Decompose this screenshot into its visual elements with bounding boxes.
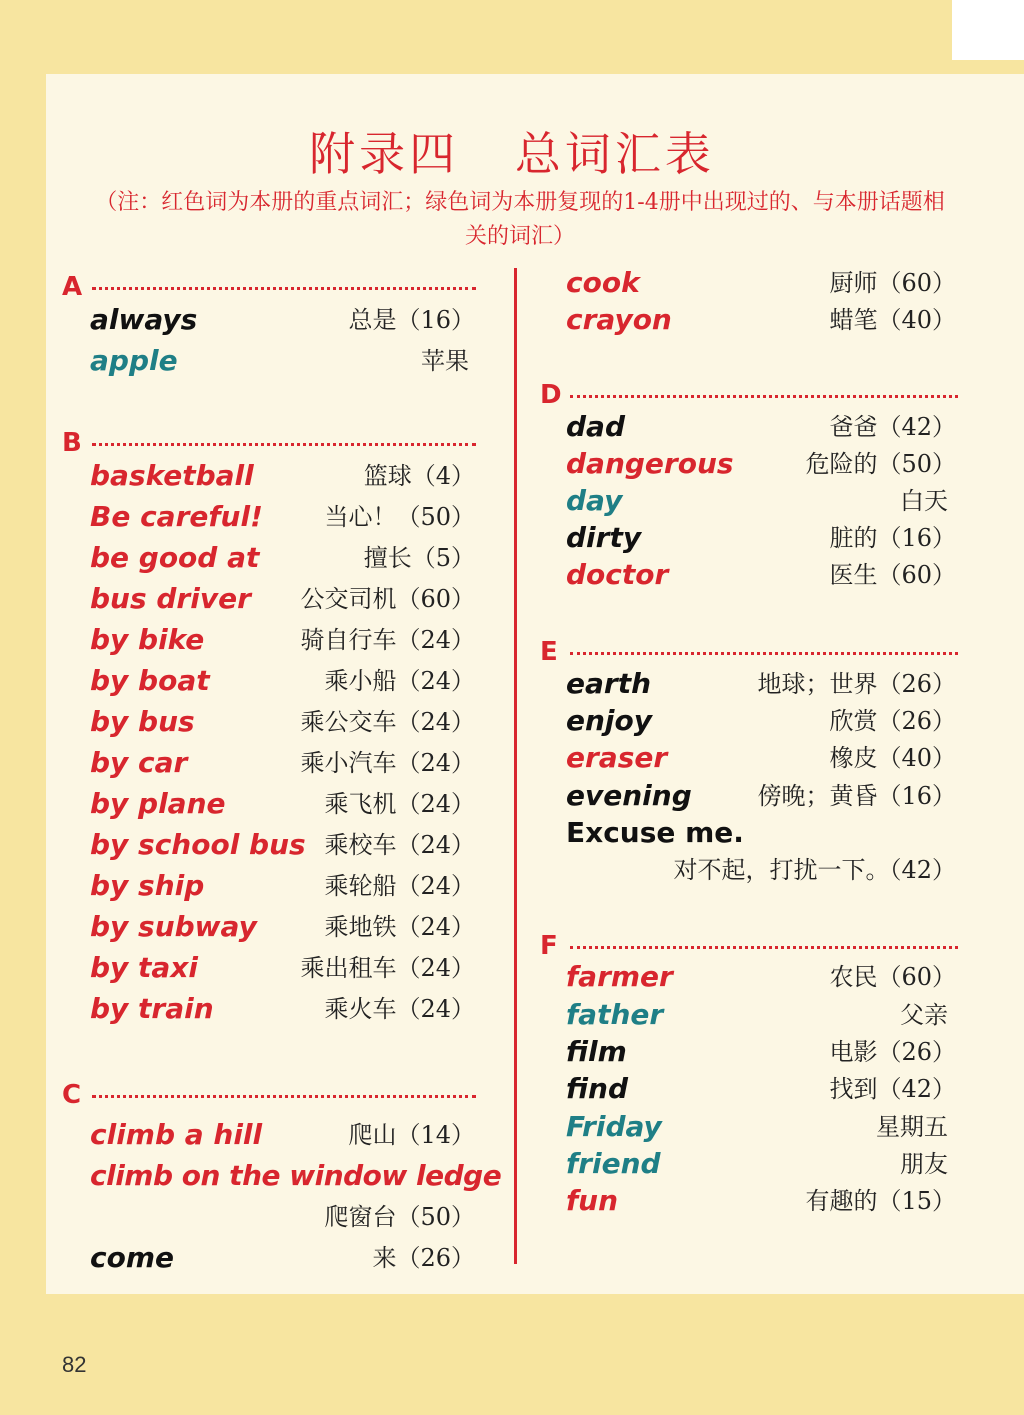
vocab-meaning: 乘校车（24） bbox=[324, 831, 475, 859]
section-letter-b: B bbox=[62, 428, 82, 458]
section-rule-c bbox=[92, 1095, 476, 1098]
list-item-continuation bbox=[566, 850, 956, 890]
list-item bbox=[90, 907, 475, 947]
vocab-meaning: 欣赏（26） bbox=[829, 707, 956, 735]
vocab-meaning: 医生（60） bbox=[829, 561, 956, 589]
vocab-meaning: 白天 bbox=[900, 487, 948, 515]
list-item bbox=[566, 1107, 956, 1147]
list-item bbox=[90, 989, 475, 1029]
list-item bbox=[90, 456, 475, 496]
vocab-meaning: 父亲 bbox=[900, 1001, 948, 1029]
vocab-meaning: 苹果 bbox=[421, 347, 469, 375]
vocab-meaning: 地球；世界（26） bbox=[757, 670, 956, 698]
vocab-word: friend bbox=[566, 1147, 661, 1180]
list-item bbox=[90, 579, 475, 619]
column-divider bbox=[514, 268, 517, 1264]
list-item bbox=[566, 300, 956, 340]
vocab-word: always bbox=[90, 303, 198, 336]
list-item bbox=[566, 957, 956, 997]
section-rule-f bbox=[570, 946, 958, 949]
vocab-word: by train bbox=[90, 992, 214, 1025]
list-item bbox=[566, 263, 956, 303]
vocab-meaning: 来（26） bbox=[372, 1244, 475, 1272]
list-item bbox=[90, 1156, 502, 1196]
list-item bbox=[90, 620, 475, 660]
list-item bbox=[566, 1069, 956, 1109]
vocab-meaning: 蜡笔（40） bbox=[829, 306, 956, 334]
vocab-word: by ship bbox=[90, 869, 205, 902]
vocab-word: apple bbox=[90, 344, 178, 377]
list-item bbox=[90, 743, 475, 783]
vocab-word: enjoy bbox=[566, 704, 653, 737]
vocab-word: climb on the window ledge bbox=[90, 1159, 502, 1192]
vocab-word: farmer bbox=[566, 960, 673, 993]
vocab-meaning: 爬山（14） bbox=[348, 1121, 475, 1149]
list-item bbox=[566, 1144, 956, 1184]
section-rule-e bbox=[570, 652, 958, 655]
section-letter-c: C bbox=[62, 1080, 82, 1110]
vocab-meaning: 农民（60） bbox=[829, 963, 956, 991]
list-item bbox=[566, 738, 956, 778]
page-title: 附录四 总词汇表 bbox=[309, 127, 715, 181]
list-item bbox=[90, 825, 475, 865]
vocab-meaning: 爬窗台（50） bbox=[324, 1203, 475, 1231]
vocab-word: day bbox=[566, 484, 623, 517]
page-number: 82 bbox=[62, 1352, 87, 1377]
list-item bbox=[90, 661, 475, 701]
vocab-meaning: 橡皮（40） bbox=[829, 744, 956, 772]
vocab-meaning: 乘轮船（24） bbox=[324, 872, 475, 900]
list-item bbox=[90, 341, 475, 381]
vocab-meaning: 乘公交车（24） bbox=[300, 708, 475, 736]
vocab-word: be good at bbox=[90, 541, 260, 574]
vocab-word: earth bbox=[566, 667, 652, 700]
vocab-meaning: 有趣的（15） bbox=[805, 1187, 956, 1215]
section-letter-e: E bbox=[540, 637, 558, 667]
section-letter-f: F bbox=[540, 931, 558, 961]
vocab-word: film bbox=[566, 1035, 627, 1068]
list-item bbox=[566, 813, 956, 853]
vocab-meaning: 星期五 bbox=[876, 1113, 948, 1141]
vocab-meaning: 乘飞机（24） bbox=[324, 790, 475, 818]
color-legend-note: （注：红色词为本册的重点词汇；绿色词为本册复现的1-4册中出现过的、与本册话题相关的词汇） bbox=[95, 190, 945, 249]
list-item bbox=[90, 538, 475, 578]
vocab-meaning: 脏的（16） bbox=[829, 524, 956, 552]
vocab-meaning: 找到（42） bbox=[829, 1075, 956, 1103]
list-item bbox=[566, 776, 956, 816]
vocab-meaning: 公交司机（60） bbox=[300, 585, 475, 613]
list-item bbox=[566, 701, 956, 741]
vocab-word: by boat bbox=[90, 664, 210, 697]
vocab-word: cook bbox=[566, 266, 640, 299]
section-letter-d: D bbox=[540, 380, 562, 410]
list-item bbox=[566, 555, 956, 595]
vocab-word: dad bbox=[566, 410, 625, 443]
vocab-meaning: 爸爸（42） bbox=[829, 413, 956, 441]
vocab-word: bus driver bbox=[90, 582, 251, 615]
vocab-meaning: 篮球（4） bbox=[363, 462, 475, 490]
vocab-meaning: 傍晚；黄昏（16） bbox=[757, 782, 956, 810]
vocab-meaning: 厨师（60） bbox=[829, 269, 956, 297]
vocab-word: by plane bbox=[90, 787, 226, 820]
list-item bbox=[90, 866, 475, 906]
page-corner bbox=[952, 0, 1024, 60]
vocab-meaning: 乘小汽车（24） bbox=[300, 749, 475, 777]
vocab-word: doctor bbox=[566, 558, 669, 591]
section-rule-d bbox=[570, 395, 958, 398]
vocab-meaning: 对不起，打扰一下。（42） bbox=[673, 856, 956, 884]
list-item bbox=[90, 702, 475, 742]
vocab-meaning: 乘火车（24） bbox=[324, 995, 475, 1023]
list-item-continuation bbox=[90, 1197, 475, 1237]
list-item bbox=[90, 1238, 475, 1278]
vocab-word: climb a hill bbox=[90, 1118, 263, 1151]
vocab-word: by subway bbox=[90, 910, 257, 943]
vocab-meaning: 乘出租车（24） bbox=[300, 954, 475, 982]
list-item bbox=[90, 497, 475, 537]
vocab-word: dirty bbox=[566, 521, 642, 554]
list-item bbox=[90, 784, 475, 824]
list-item bbox=[90, 1115, 475, 1155]
section-rule-a bbox=[92, 287, 476, 290]
vocab-word: fun bbox=[566, 1184, 619, 1217]
vocab-meaning: 乘地铁（24） bbox=[324, 913, 475, 941]
list-item bbox=[566, 664, 956, 704]
vocab-word: by bike bbox=[90, 623, 205, 656]
vocab-word: Be careful! bbox=[90, 500, 263, 533]
vocab-meaning: 当心！（50） bbox=[324, 503, 475, 531]
vocab-word: by school bus bbox=[90, 828, 306, 861]
vocab-word: crayon bbox=[566, 303, 672, 336]
vocab-word: Excuse me. bbox=[566, 816, 744, 849]
vocab-meaning: 总是（16） bbox=[348, 306, 475, 334]
vocab-word: dangerous bbox=[566, 447, 734, 480]
list-item bbox=[566, 995, 956, 1035]
list-item bbox=[566, 518, 956, 558]
vocab-word: Friday bbox=[566, 1110, 662, 1143]
vocab-meaning: 擅长（5） bbox=[363, 544, 475, 572]
section-letter-a: A bbox=[62, 272, 83, 302]
list-item bbox=[566, 1032, 956, 1072]
list-item bbox=[566, 481, 956, 521]
vocab-meaning: 危险的（50） bbox=[805, 450, 956, 478]
list-item bbox=[566, 444, 956, 484]
vocab-word: by taxi bbox=[90, 951, 198, 984]
vocab-word: come bbox=[90, 1241, 174, 1274]
vocab-word: eraser bbox=[566, 741, 668, 774]
list-item bbox=[90, 948, 475, 988]
vocab-meaning: 骑自行车（24） bbox=[300, 626, 475, 654]
vocab-word: by bus bbox=[90, 705, 195, 738]
list-item bbox=[90, 300, 475, 340]
vocab-meaning: 乘小船（24） bbox=[324, 667, 475, 695]
list-item bbox=[566, 1181, 956, 1221]
vocab-word: basketball bbox=[90, 459, 254, 492]
vocab-word: evening bbox=[566, 779, 692, 812]
list-item bbox=[566, 407, 956, 447]
vocab-meaning: 电影（26） bbox=[829, 1038, 956, 1066]
section-rule-b bbox=[92, 443, 476, 446]
vocab-meaning: 朋友 bbox=[900, 1150, 948, 1178]
vocab-word: find bbox=[566, 1072, 629, 1105]
vocab-word: father bbox=[566, 998, 664, 1031]
vocab-word: by car bbox=[90, 746, 188, 779]
